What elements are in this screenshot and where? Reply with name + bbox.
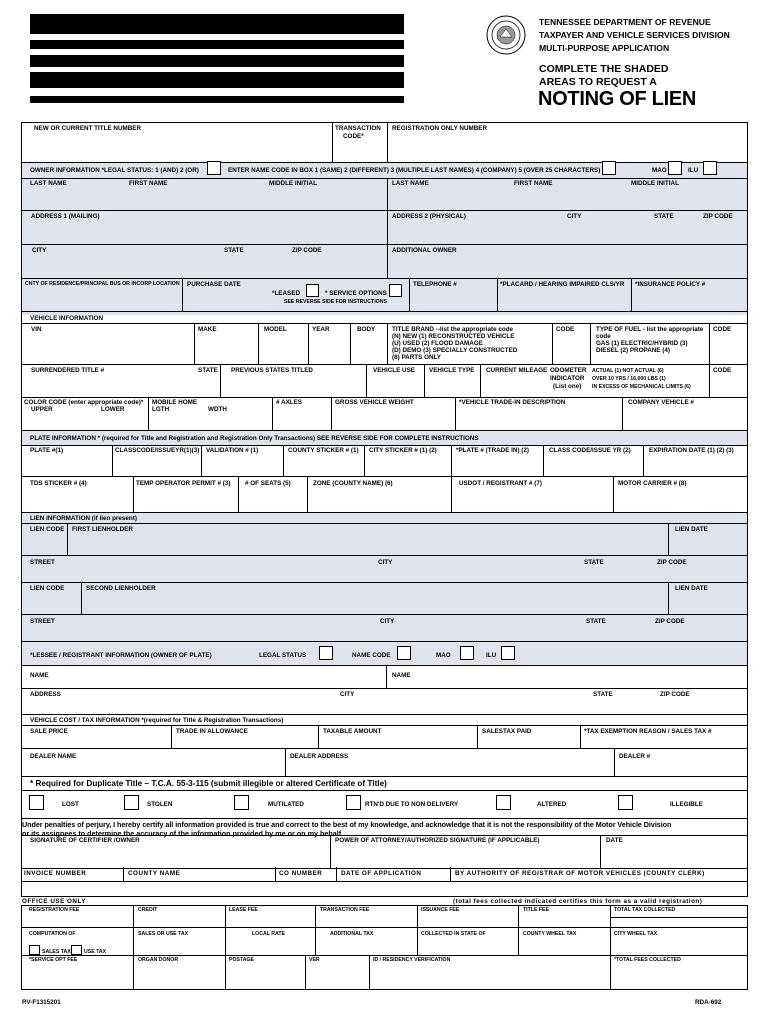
lessee-ilu-box[interactable] — [501, 646, 515, 660]
transaction-fee-label: TRANSACTION FEE — [320, 907, 370, 913]
poa-field[interactable] — [331, 846, 599, 867]
gvw-label: GROSS VEHICLE WEIGHT — [335, 399, 414, 406]
dealer-number-label: DEALER # — [619, 753, 651, 760]
complete-line-2: AREAS TO REQUEST A — [539, 76, 657, 88]
service-opt-label: *SERVICE OPT FEE — [29, 957, 78, 963]
lgth-label: LGTH — [152, 406, 170, 413]
lessee-name-code-label: NAME CODE — [352, 652, 391, 659]
vehicle-section-label: VEHICLE INFORMATION — [30, 315, 103, 322]
lessee-name-2-label: NAME — [392, 672, 411, 679]
lien-street-label: STREET — [30, 559, 55, 566]
perjury-line-2: or its assignees to determine the accuracy of the information provided by me or on my behalf. — [22, 829, 344, 838]
vehicle-use-label: VEHICLE USE — [373, 367, 415, 374]
mobile-home-label: MOBILE HOME — [152, 399, 198, 406]
redaction-bar-5 — [30, 96, 404, 103]
title-brand-2: (U) USED (2) FLOOD DAMAGE — [392, 340, 483, 347]
state-seal-icon — [486, 15, 526, 55]
redaction-bar-2 — [30, 40, 404, 49]
lessee-legal-status-label: LEGAL STATUS — [259, 652, 307, 659]
lessee-ilu-label: ILU — [486, 652, 497, 659]
lessee-legal-status-box[interactable] — [319, 646, 333, 660]
color-upper-label: UPPER — [31, 406, 53, 413]
usdot-label: USDOT / REGISTRANT # (7) — [459, 480, 542, 487]
see-reverse-label: SEE REVERSE SIDE FOR INSTRUCTIONS — [284, 299, 387, 305]
current-mileage-label: CURRENT MILEAGE — [486, 367, 548, 374]
credit-label: CREDIT — [138, 907, 158, 913]
organ-donor-label: ORGAN DONOR — [138, 957, 179, 963]
title-brand-label: TITLE BRAND --list the appropriate code — [392, 326, 514, 333]
second-lienholder-label: SECOND LIENHOLDER — [86, 585, 156, 592]
legal-status-box[interactable] — [207, 161, 221, 175]
indicator-label: INDICATOR — [550, 375, 585, 382]
form-title: NOTING OF LIEN — [538, 88, 697, 110]
title-brand-4: (8) PARTS ONLY — [392, 354, 441, 361]
registration-only-field[interactable] — [388, 134, 746, 161]
service-options-label: * SERVICE OPTIONS — [325, 290, 387, 297]
taxable-amount-label: TAXABLE AMOUNT — [323, 728, 382, 735]
lien-zip-2-label: ZIP CODE — [655, 618, 685, 625]
year-label: YEAR — [312, 326, 330, 333]
computation-label: COMPUTATION OF — [29, 931, 76, 937]
lessee-name-label: NAME — [30, 672, 49, 679]
fuel-code-col-label: CODE — [713, 326, 732, 333]
perjury-line-1: Under penalties of perjury, I hereby certify all information provided is true and correct to the best of my knowledge, and acknowledge that it is not the responsibility of the Motor Vehicle Division — [22, 820, 672, 829]
surrendered-state-label: STATE — [198, 367, 218, 374]
owner-zip-l-label: ZIP CODE — [292, 247, 322, 254]
tds-sticker-label: TDS STICKER # (4) — [30, 480, 87, 487]
rtnd-box[interactable] — [346, 795, 361, 810]
title-brand-1: (N) NEW (1) RECONSTRUCTED VEHICLE — [392, 333, 515, 340]
sales-or-use-label: SALES OR USE TAX — [138, 931, 189, 937]
odometer-excess: IN EXCESS OF MECHANICAL LIMITS (6) — [592, 384, 691, 390]
mao-box[interactable] — [668, 161, 682, 175]
form-id: RV-F1315201 — [22, 999, 61, 1006]
fuel-label: TYPE OF FUEL - list the appropriate — [596, 326, 704, 333]
tax-exemption-label: *TAX EXEMPTION REASON / SALES TAX # — [584, 728, 712, 735]
signature-field[interactable] — [22, 846, 329, 867]
total-fees-label: *TOTAL FEES COLLECTED — [614, 957, 681, 963]
lien-section-label: LIEN INFORMATION (if lien present) — [30, 515, 137, 522]
lessee-zip-label: ZIP CODE — [660, 691, 690, 698]
rda-id: RDA-692 — [695, 999, 722, 1006]
last-name-label: LAST NAME — [30, 180, 67, 187]
transaction-code-label: CODE* — [343, 133, 364, 140]
rtnd-label: RTN'D DUE TO NON DELIVERY — [365, 801, 459, 808]
lessee-state-label: STATE — [593, 691, 613, 698]
county-wheel-label: COUNTY WHEEL TAX — [523, 931, 577, 937]
address1-label: ADDRESS 1 (MAILING) — [31, 213, 100, 220]
dept-line-2: TAXPAYER AND VEHICLE SERVICES DIVISION — [539, 30, 730, 40]
use-tax-label: USE TAX — [84, 949, 107, 955]
class-issue-label: CLASS CODE/ISSUE YR (2) — [549, 447, 631, 454]
ilu-label: ILU — [688, 167, 699, 174]
owner-info-label: OWNER INFORMATION *LEGAL STATUS: 1 (AND) 2 (OR) — [30, 167, 199, 174]
lien-state-2-label: STATE — [586, 618, 606, 625]
color-lower-label: LOWER — [101, 406, 125, 413]
middle-initial-label: MIDDLE INITIAL — [269, 180, 317, 187]
trade-in-label: *VEHICLE TRADE-IN DESCRIPTION — [459, 399, 566, 406]
motor-carrier-label: MOTOR CARRIER # (8) — [618, 480, 687, 487]
invoice-number-label: INVOICE NUMBER — [24, 870, 87, 877]
registration-fee-label: REGISTRATION FEE — [29, 907, 80, 913]
fuel-1: GAS (1) ELECTRIC/HYBRID (3) — [596, 340, 688, 347]
redaction-bar-1 — [30, 14, 404, 34]
vin-label: VIN — [31, 326, 42, 333]
poa-label: POWER OF ATTORNEY/AUTHORIZED SIGNATURE (IF APPLICABLE) — [335, 837, 540, 844]
registration-only-label: REGISTRATION ONLY NUMBER — [392, 125, 488, 132]
seats-label: # OF SEATS (5) — [245, 480, 291, 487]
lessee-mao-box[interactable] — [460, 646, 474, 660]
expiration-label: EXPIRATION DATE (1) (2) (3) — [649, 447, 734, 454]
complete-line-1: COMPLETE THE SHADED — [539, 63, 669, 75]
office-use-note: (total fees collected indicated certifies this form as a valid registration) — [453, 898, 703, 905]
odometer-code-label: CODE — [713, 367, 732, 374]
lien-date-2-label: LIEN DATE — [675, 585, 708, 592]
date-label: DATE — [606, 837, 623, 844]
plate-number-label: PLATE #(1) — [30, 447, 64, 454]
leased-label: *LEASED — [272, 290, 300, 297]
postage-label: POSTAGE — [229, 957, 254, 963]
lost-box[interactable] — [29, 795, 44, 810]
last-name-2-label: LAST NAME — [392, 180, 429, 187]
address2-label: ADDRESS 2 (PHYSICAL) — [392, 213, 466, 220]
residence-label: CNTY OF RESIDENCE/PRINCIPAL BUS OR INCORP LOCATION — [25, 281, 180, 287]
lien-code-label: LIEN CODE — [30, 526, 65, 533]
new-title-number-label: NEW OR CURRENT TITLE NUMBER — [34, 125, 142, 132]
axles-label: # AXLES — [276, 399, 303, 406]
city-wheel-label: CITY WHEEL TAX — [614, 931, 658, 937]
issuance-fee-label: ISSUANCE FEE — [421, 907, 460, 913]
stolen-box[interactable] — [124, 795, 139, 810]
color-code-label: COLOR CODE (enter appropriate code)* — [24, 399, 144, 406]
body-label: BODY — [357, 326, 376, 333]
title-brand-3: (D) DEMO (3) SPECIALLY CONSTRUCTED — [392, 347, 518, 354]
county-sticker-label: COUNTY STICKER # (1) — [288, 447, 359, 454]
id-residency-label: ID / RESIDENCY VERIFICATION — [373, 957, 451, 963]
collected-state-label: COLLECTED IN STATE OF — [421, 931, 486, 937]
lien-code-2-label: LIEN CODE — [30, 585, 65, 592]
mutilated-box[interactable] — [234, 795, 249, 810]
middle-initial-2-label: MIDDLE INITIAL — [631, 180, 679, 187]
first-name-2-label: FIRST NAME — [514, 180, 553, 187]
cost-section-label: VEHICLE COST / TAX INFORMATION *(required for Title & Registration Transactions) — [30, 717, 284, 724]
dept-line-1: TENNESSEE DEPARTMENT OF REVENUE — [539, 17, 711, 27]
title-fee-label: TITLE FEE — [523, 907, 549, 913]
lien-date-label: LIEN DATE — [675, 526, 708, 533]
additional-tax-label: ADDITIONAL TAX — [330, 931, 374, 937]
ilu-box[interactable] — [703, 161, 717, 175]
fuel-code-label: code — [596, 333, 611, 340]
redaction-bar-3 — [30, 55, 404, 67]
owner-state-l-label: STATE — [224, 247, 244, 254]
signature-label: SIGNATURE OF CERTIFIER /OWNER — [30, 837, 140, 844]
first-name-label: FIRST NAME — [129, 180, 168, 187]
lessee-section-label: *LESSEE / REGISTRANT INFORMATION (OWNER OF PLATE) — [30, 652, 212, 659]
altered-box[interactable] — [496, 795, 511, 810]
trade-allowance-label: TRADE IN ALLOWANCE — [176, 728, 248, 735]
co-number-label: CO NUMBER — [279, 870, 323, 877]
local-rate-label: LOCAL RATE — [252, 931, 285, 937]
odometer-over10: OVER 10 YRS / 16,000 LBS (1) — [592, 376, 666, 382]
sales-tax-label: SALES TAX — [42, 949, 71, 955]
lien-street-2-label: STREET — [30, 618, 55, 625]
wdth-label: WDTH — [208, 406, 227, 413]
leased-box[interactable] — [306, 284, 319, 297]
list-one-label: (List one) — [553, 383, 582, 390]
fuel-2: DIESEL (2) PROPANE (4) — [596, 347, 670, 354]
previous-states-label: PREVIOUS STATES TITLED — [231, 367, 313, 374]
redaction-bar-4 — [30, 72, 404, 88]
stolen-label: STOLEN — [147, 801, 173, 808]
ver-label: VER — [309, 957, 320, 963]
illegible-label: ILLEGIBLE — [670, 801, 703, 808]
validation-label: VALIDATION # (1) — [206, 447, 259, 454]
sales-tax-paid-label: SALESTAX PAID — [482, 728, 532, 735]
lien-state-label: STATE — [584, 559, 604, 566]
name-code-instruction: ENTER NAME CODE IN BOX 1 (SAME) 2 (DIFFERENT) 3 (MULTIPLE LAST NAMES) 4 (COMPANY) 5 (OVER 25 CHARACTERS) — [228, 167, 601, 174]
additional-owner-label: ADDITIONAL OWNER — [392, 247, 457, 254]
owner-city-l-label: CITY — [32, 247, 47, 254]
transaction-label: TRANSACTION — [335, 125, 381, 132]
owner-city-label: CITY — [567, 213, 582, 220]
mao-label: MAO — [652, 167, 667, 174]
odometer-label: ODOMETER — [550, 367, 587, 374]
lost-label: LOST — [62, 801, 79, 808]
duplicate-heading: * Required for Duplicate Title – T.C.A. 55-3-115 (submit illegible or altered Certificate of Title) — [30, 779, 387, 788]
lien-zip-label: ZIP CODE — [657, 559, 687, 566]
lessee-mao-label: MAO — [436, 652, 451, 659]
county-name-label: COUNTY NAME — [128, 870, 181, 877]
class-code-label: CLASSCODE/ISSUEYR(1)(3) — [115, 447, 200, 454]
purchase-date-label: PURCHASE DATE — [187, 281, 241, 288]
lessee-address-label: ADDRESS — [30, 691, 61, 698]
transaction-code-field[interactable] — [333, 142, 386, 161]
date-field[interactable] — [601, 846, 747, 867]
altered-label: ALTERED — [537, 801, 567, 808]
lease-fee-label: LEASE FEE — [229, 907, 258, 913]
sales-tax-box[interactable] — [29, 945, 40, 955]
telephone-label: TELEPHONE # — [413, 281, 457, 288]
owner-zip-label: ZIP CODE — [703, 213, 733, 220]
zone-label: ZONE (COUNTY NAME) (6) — [313, 480, 393, 487]
illegible-box[interactable] — [618, 795, 633, 810]
lessee-city-label: CITY — [340, 691, 355, 698]
city-sticker-label: CITY STICKER # (1) (2) — [369, 447, 437, 454]
surrendered-title-label: SURRENDERED TITLE # — [31, 367, 105, 374]
dealer-name-label: DEALER NAME — [30, 753, 77, 760]
lien-city-2-label: CITY — [380, 618, 395, 625]
insurance-label: *INSURANCE POLICY # — [635, 281, 706, 288]
make-label: MAKE — [198, 326, 217, 333]
sale-price-label: SALE PRICE — [30, 728, 68, 735]
mutilated-label: MUTILATED — [268, 801, 304, 808]
odometer-actual: ACTUAL (1) NOT ACTUAL (6) — [592, 368, 664, 374]
plate-section-label: PLATE INFORMATION * (required for Title and Registration and Registration Only Transactions) SEE REVERSE SIDE FOR COMPLETE INSTRUCTIONS — [30, 435, 479, 442]
lien-city-label: CITY — [378, 559, 393, 566]
name-code-box[interactable] — [602, 161, 616, 175]
company-vehicle-label: COMPANY VEHICLE # — [628, 399, 694, 406]
office-use-heading: OFFICE USE ONLY — [22, 898, 86, 905]
temp-permit-label: TEMP OPERATOR PERMIT # (3) — [136, 480, 231, 487]
owner-state-label: STATE — [654, 213, 674, 220]
total-tax-label: TOTAL TAX COLLECTED — [614, 907, 676, 913]
use-tax-box[interactable] — [71, 945, 82, 955]
service-options-box[interactable] — [389, 284, 402, 297]
authority-label: BY AUTHORITY OF REGISTRAR OF MOTOR VEHICLES (COUNTY CLERK) — [455, 870, 705, 877]
date-of-application-label: DATE OF APPLICATION — [341, 870, 422, 877]
first-lienholder-label: FIRST LIENHOLDER — [72, 526, 133, 533]
dept-line-3: MULTI-PURPOSE APPLICATION — [539, 43, 670, 53]
lessee-name-code-box[interactable] — [397, 646, 411, 660]
title-brand-code-label: CODE — [556, 326, 575, 333]
plate-trade-label: *PLATE # (TRADE IN) (2) — [456, 447, 529, 454]
new-title-number-field[interactable] — [22, 134, 330, 161]
vehicle-type-label: VEHICLE TYPE — [429, 367, 475, 374]
placard-label: *PLACARD / HEARING IMPAIRED CLS/YR — [500, 281, 625, 288]
model-label: MODEL — [264, 326, 287, 333]
dealer-address-label: DEALER ADDRESS — [290, 753, 349, 760]
